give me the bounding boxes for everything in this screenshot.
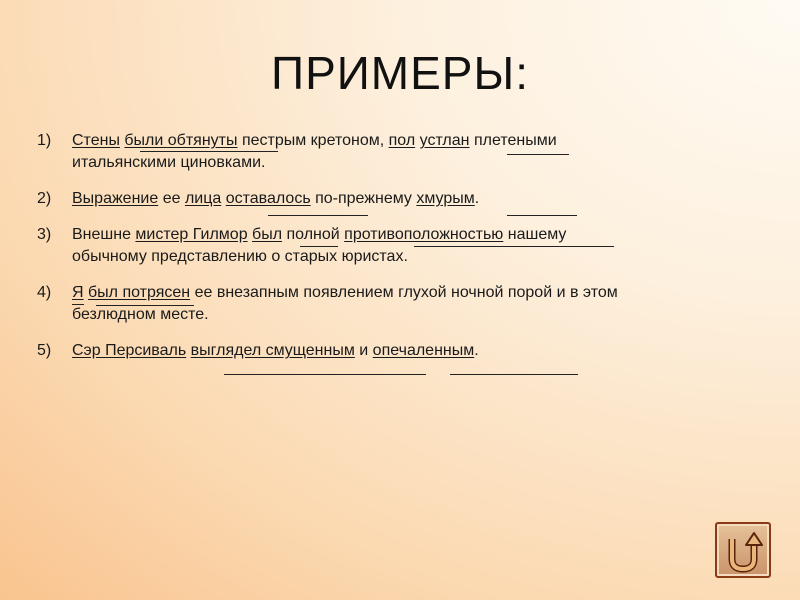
underlined-word: Сэр Персиваль: [72, 342, 187, 359]
text-segment: .: [474, 342, 479, 359]
example-number: 1): [37, 132, 52, 149]
underlined-word: пол: [388, 132, 416, 149]
example-text: [72, 282, 742, 326]
text-line: [72, 188, 742, 210]
example-number: 2): [37, 190, 52, 207]
example-number: 5): [37, 342, 52, 359]
example-number: 4): [37, 284, 52, 301]
underlined-word: устлан: [419, 132, 470, 149]
underlined-word: хмурым: [416, 190, 475, 207]
return-arrow-icon: [723, 529, 763, 573]
underlined-word: выглядел смущенным: [190, 342, 355, 359]
text-segment: и: [354, 342, 373, 359]
underlined-word: оставалось: [225, 190, 311, 207]
text-line: [72, 304, 742, 326]
underline-mark: [96, 305, 194, 306]
underline-mark: [300, 246, 338, 247]
text-line: [72, 282, 742, 304]
text-segment: безлюдном месте.: [72, 306, 209, 323]
underline-mark: [224, 374, 426, 375]
underlined-word: Я: [72, 284, 84, 301]
text-segment: по-прежнему: [310, 190, 417, 207]
text-segment: ее внезапным появлением глухой ночной порой и в этом: [190, 284, 618, 301]
example-text: [72, 224, 742, 268]
return-button[interactable]: [715, 522, 771, 578]
example-text: [72, 188, 742, 210]
underlined-word: был: [252, 226, 283, 243]
underlined-word: противоположностью: [344, 226, 504, 243]
text-line: [72, 130, 742, 152]
text-segment: .: [474, 190, 480, 207]
underline-mark: [450, 374, 578, 375]
underline-mark: [414, 246, 614, 247]
text-segment: нашему: [503, 226, 567, 243]
text-segment: Внешне: [72, 226, 136, 243]
example-text: [72, 340, 742, 362]
example-text: [72, 130, 742, 174]
text-segment: ее: [158, 190, 185, 207]
text-segment: пестрым кретоном,: [237, 132, 389, 149]
text-line: [72, 340, 742, 362]
underline-mark: [140, 151, 278, 152]
text-segment: полной: [282, 226, 345, 243]
text-segment: обычному представлению о старых юристах.: [72, 248, 408, 265]
text-segment: плетеными: [469, 132, 557, 149]
underlined-word: опечаленным: [372, 342, 475, 359]
underline-mark: [507, 154, 569, 155]
text-line: [72, 152, 742, 174]
underlined-word: лица: [184, 190, 222, 207]
underlined-word: мистер Гилмор: [135, 226, 248, 243]
underline-mark: [268, 215, 368, 216]
text-line: [72, 246, 742, 268]
underlined-word: был потрясен: [88, 284, 191, 301]
text-line: [72, 224, 742, 246]
text-segment: итальянскими циновками.: [72, 154, 266, 171]
underlined-word: были обтянуты: [124, 132, 238, 149]
underline-mark: [72, 304, 84, 305]
example-number: 3): [37, 226, 52, 243]
underlined-word: Стены: [72, 132, 120, 149]
slide-title: ПРИМЕРЫ:: [271, 47, 529, 99]
underlined-word: Выражение: [72, 190, 159, 207]
underline-mark: [507, 215, 577, 216]
